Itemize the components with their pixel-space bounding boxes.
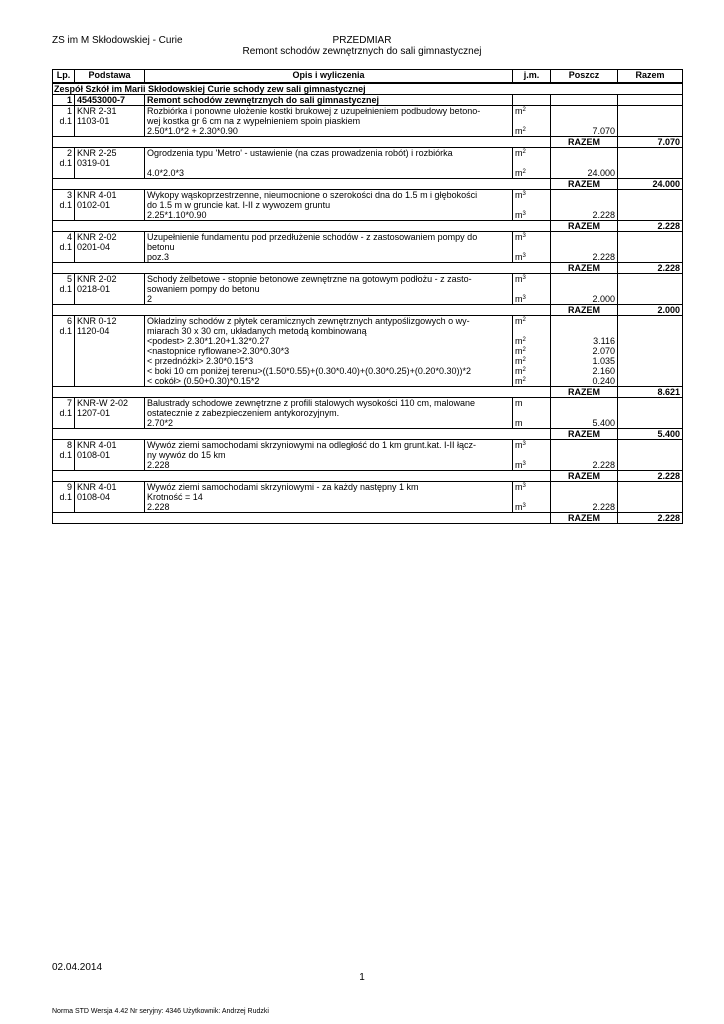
- calc-row: [53, 336, 683, 346]
- item-description-continued: [145, 158, 513, 168]
- item-lp: 7: [53, 398, 75, 409]
- calc-quantity: 2.228: [551, 502, 618, 513]
- sum-row: [53, 387, 683, 398]
- unit-exponent: 2: [522, 367, 526, 373]
- item-code: KNR 4-01: [75, 440, 145, 451]
- unit-exponent: 3: [522, 275, 526, 281]
- item-description: Uzupełnienie fundamentu pod przedłużenie schodów - z zastosowaniem pompy do: [145, 232, 513, 243]
- calc-formula: < boki 10 cm poniżej terenu>((1.50*0.55)+(0.30*0.40)+(0.30*0.25)+(0.20*0.30))*2: [145, 366, 513, 376]
- razem-value: 2.000: [618, 305, 683, 316]
- item-row: [53, 440, 683, 451]
- calc-row: [53, 418, 683, 429]
- razem-label: RAZEM: [551, 387, 618, 398]
- item-row-continued: [53, 200, 683, 210]
- calc-row: [53, 252, 683, 263]
- header-left: ZS im M Skłodowskiej - Curie: [52, 35, 183, 46]
- unit-exponent: 2: [522, 127, 526, 133]
- calc-row: [53, 366, 683, 376]
- razem-label: RAZEM: [551, 263, 618, 274]
- item-lp-ref: d.1: [53, 326, 75, 336]
- item-description-continued: sowaniem pompy do betonu: [145, 284, 513, 294]
- calc-unit: [513, 366, 551, 376]
- sum-row: [53, 137, 683, 148]
- item-description-continued: do 1.5 m w gruncie kat. I-II z wywozem gruntu: [145, 200, 513, 210]
- item-lp-ref: d.1: [53, 116, 75, 126]
- unit-exponent: 3: [522, 295, 526, 301]
- item-lp-ref: d.1: [53, 242, 75, 252]
- item-description: Rozbiórka i ponowne ułożenie kostki brukowej z uzupełnieniem podbudowy betono-: [145, 106, 513, 117]
- unit-exponent: 3: [522, 191, 526, 197]
- calc-unit: [513, 356, 551, 366]
- item-code: KNR-W 2-02: [75, 398, 145, 409]
- sum-row: [53, 305, 683, 316]
- razem-label: RAZEM: [551, 513, 618, 524]
- item-code-number: 0102-01: [75, 200, 145, 210]
- razem-label: RAZEM: [551, 429, 618, 440]
- col-opis-header: Opis i wyliczenia: [145, 70, 513, 84]
- item-description-continued: miarach 30 x 30 cm, układanych metodą kombinowaną: [145, 326, 513, 336]
- item-lp: 6: [53, 316, 75, 327]
- unit-exponent: 2: [522, 169, 526, 175]
- calc-quantity: 5.400: [551, 418, 618, 429]
- calc-quantity: 1.035: [551, 356, 618, 366]
- item-unit: [513, 190, 551, 201]
- item-row-continued: [53, 158, 683, 168]
- table-body: [53, 83, 683, 524]
- sum-row: [53, 179, 683, 190]
- item-code-number: 0201-04: [75, 242, 145, 252]
- item-lp: 8: [53, 440, 75, 451]
- razem-label: RAZEM: [551, 221, 618, 232]
- unit-base: m: [515, 336, 523, 346]
- calc-unit: [513, 210, 551, 221]
- calc-row: [53, 356, 683, 366]
- col-poszcz-header: Poszcz: [551, 70, 618, 84]
- unit-exponent: 3: [522, 441, 526, 447]
- unit-exponent: 3: [522, 253, 526, 259]
- sum-row: [53, 471, 683, 482]
- estimate-table: [52, 69, 683, 524]
- calc-row: [53, 502, 683, 513]
- footer-date: 02.04.2014: [52, 962, 103, 973]
- group-row: [53, 95, 683, 106]
- item-row-continued: [53, 408, 683, 418]
- calc-quantity: 7.070: [551, 126, 618, 137]
- item-description: Balustrady schodowe zewnętrzne z profili stalowych wysokości 110 cm, malowane: [145, 398, 513, 409]
- unit-base: m: [515, 376, 523, 386]
- page-number: 1: [359, 972, 365, 983]
- unit-base: m: [515, 366, 523, 376]
- unit-base: m: [515, 210, 523, 220]
- calc-unit: [513, 336, 551, 346]
- item-row-continued: [53, 242, 683, 252]
- col-razem-header: Razem: [618, 70, 683, 84]
- calc-formula: <podest> 2.30*1.20+1.32*0.27: [145, 336, 513, 346]
- item-description: Wywóz ziemi samochodami skrzyniowymi na odległość do 1 km grunt.kat. I-II łącz-: [145, 440, 513, 451]
- item-unit: [513, 440, 551, 451]
- group-lp: 1: [53, 95, 75, 106]
- item-lp: 9: [53, 482, 75, 493]
- unit-exponent: 2: [522, 149, 526, 155]
- calc-row: [53, 376, 683, 387]
- item-row: [53, 316, 683, 327]
- calc-quantity: 2.228: [551, 460, 618, 471]
- unit-base: m: [515, 126, 523, 136]
- item-unit: [513, 106, 551, 117]
- item-lp-ref: d.1: [53, 492, 75, 502]
- col-lp-header: Lp.: [53, 70, 75, 84]
- item-description: Okładziny schodów z płytek ceramicznych zewnętrznych antypoślizgowych o wy-: [145, 316, 513, 327]
- col-podstawa-header: Podstawa: [75, 70, 145, 84]
- item-code: KNR 4-01: [75, 190, 145, 201]
- calc-quantity: 2.228: [551, 210, 618, 221]
- item-row: [53, 482, 683, 493]
- item-row: [53, 398, 683, 409]
- item-code: KNR 2-25: [75, 148, 145, 159]
- calc-formula: 2.228: [145, 502, 513, 513]
- unit-exponent: 2: [522, 347, 526, 353]
- calc-unit: [513, 168, 551, 179]
- item-unit: [513, 274, 551, 285]
- item-lp: 4: [53, 232, 75, 243]
- unit-base: m: [515, 190, 523, 200]
- unit-base: m: [515, 418, 523, 428]
- item-row-continued: [53, 284, 683, 294]
- razem-value: 5.400: [618, 429, 683, 440]
- unit-exponent: 3: [522, 233, 526, 239]
- document-title: PRZEDMIAR: [332, 35, 392, 46]
- item-lp-ref: d.1: [53, 200, 75, 210]
- item-row: [53, 274, 683, 285]
- calc-unit: [513, 418, 551, 429]
- unit-exponent: 3: [522, 211, 526, 217]
- calc-unit: [513, 460, 551, 471]
- calc-unit: [513, 126, 551, 137]
- item-row-continued: [53, 450, 683, 460]
- section-row: [53, 83, 683, 95]
- calc-unit: [513, 502, 551, 513]
- item-unit: [513, 232, 551, 243]
- item-description: Wykopy wąskoprzestrzenne, nieumocnione o szerokości dna do 1.5 m i głębokości: [145, 190, 513, 201]
- calc-unit: [513, 294, 551, 305]
- item-code-number: 1103-01: [75, 116, 145, 126]
- razem-value: 2.228: [618, 263, 683, 274]
- calc-quantity: 24.000: [551, 168, 618, 179]
- razem-label: RAZEM: [551, 179, 618, 190]
- item-code-number: 1207-01: [75, 408, 145, 418]
- header-title-block: [0, 35, 724, 57]
- sum-row: [53, 263, 683, 274]
- calc-quantity: 2.160: [551, 366, 618, 376]
- item-code-number: 0218-01: [75, 284, 145, 294]
- unit-base: m: [515, 440, 523, 450]
- item-code: KNR 2-31: [75, 106, 145, 117]
- razem-label: RAZEM: [551, 471, 618, 482]
- item-description: Ogrodzenia typu 'Metro' - ustawienie (na czas prowadzenia robót) i rozbiórka: [145, 148, 513, 159]
- razem-label: RAZEM: [551, 137, 618, 148]
- calc-unit: [513, 376, 551, 387]
- item-lp-ref: d.1: [53, 158, 75, 168]
- document-subtitle: Remont schodów zewnętrznych do sali gimnastycznej: [242, 46, 482, 57]
- calc-formula: 2.50*1.0*2 + 2.30*0.90: [145, 126, 513, 137]
- calc-unit: [513, 346, 551, 356]
- calc-quantity: 3.116: [551, 336, 618, 346]
- item-unit: [513, 316, 551, 327]
- item-row: [53, 106, 683, 117]
- calc-quantity: 2.000: [551, 294, 618, 305]
- item-code: KNR 2-02: [75, 274, 145, 285]
- item-description-continued: wej kostka gr 6 cm na z wypełnieniem spoin piaskiem: [145, 116, 513, 126]
- unit-exponent: 3: [522, 503, 526, 509]
- item-description-continued: betonu: [145, 242, 513, 252]
- item-lp-ref: d.1: [53, 408, 75, 418]
- calc-unit: [513, 252, 551, 263]
- unit-base: m: [515, 460, 523, 470]
- calc-formula: 2: [145, 294, 513, 305]
- unit-base: m: [515, 232, 523, 242]
- unit-base: m: [515, 252, 523, 262]
- item-row: [53, 190, 683, 201]
- item-row-continued: [53, 116, 683, 126]
- calc-row: [53, 126, 683, 137]
- item-unit: [513, 398, 551, 409]
- item-description-continued: ny wywóz do 15 km: [145, 450, 513, 460]
- calc-formula: 4.0*2.0*3: [145, 168, 513, 179]
- unit-base: m: [515, 398, 523, 408]
- sum-row: [53, 513, 683, 524]
- calc-row: [53, 168, 683, 179]
- calc-quantity: 0.240: [551, 376, 618, 387]
- calc-row: [53, 346, 683, 356]
- calc-row: [53, 210, 683, 221]
- calc-quantity: 2.228: [551, 252, 618, 263]
- item-row-continued: [53, 492, 683, 502]
- item-lp-ref: d.1: [53, 284, 75, 294]
- unit-base: m: [515, 356, 523, 366]
- unit-exponent: 2: [522, 107, 526, 113]
- unit-exponent: 3: [522, 483, 526, 489]
- razem-value: 7.070: [618, 137, 683, 148]
- item-lp: 3: [53, 190, 75, 201]
- calc-formula: < przednóżki> 2.30*0.15*3: [145, 356, 513, 366]
- item-lp-ref: d.1: [53, 450, 75, 460]
- unit-base: m: [515, 274, 523, 284]
- unit-base: m: [515, 294, 523, 304]
- calc-formula: 2.70*2: [145, 418, 513, 429]
- item-description: Wywóz ziemi samochodami skrzyniowymi - za każdy następny 1 km: [145, 482, 513, 493]
- section-title: Zespół Szkół im Marii Skłodowskiej Curie schody zew sali gimnastycznej: [53, 83, 683, 95]
- group-code: 45453000-7: [75, 95, 145, 106]
- unit-exponent: 2: [522, 357, 526, 363]
- razem-value: 8.621: [618, 387, 683, 398]
- item-lp: 1: [53, 106, 75, 117]
- item-code: KNR 2-02: [75, 232, 145, 243]
- razem-label: RAZEM: [551, 305, 618, 316]
- item-unit: [513, 482, 551, 493]
- calc-formula: <nastopnice ryflowane>2.30*0.30*3: [145, 346, 513, 356]
- calc-row: [53, 294, 683, 305]
- item-row-continued: [53, 326, 683, 336]
- col-jm-header: j.m.: [513, 70, 551, 84]
- group-title: Remont schodów zewnętrznych do sali gimnastycznej: [145, 95, 513, 106]
- razem-value: 2.228: [618, 471, 683, 482]
- table-header-row: [53, 70, 683, 84]
- unit-exponent: 2: [522, 317, 526, 323]
- item-unit: [513, 148, 551, 159]
- unit-base: m: [515, 106, 523, 116]
- calc-row: [53, 460, 683, 471]
- item-row: [53, 148, 683, 159]
- item-lp: 2: [53, 148, 75, 159]
- item-code-number: 0108-04: [75, 492, 145, 502]
- item-description: Schody żelbetowe - stopnie betonowe zewnętrzne na gotowym podłożu - z zasto-: [145, 274, 513, 285]
- unit-base: m: [515, 482, 523, 492]
- unit-base: m: [515, 148, 523, 158]
- sum-row: [53, 429, 683, 440]
- unit-base: m: [515, 346, 523, 356]
- item-lp: 5: [53, 274, 75, 285]
- item-description-continued: ostatecznie z zabezpieczeniem antykorozyjnym.: [145, 408, 513, 418]
- unit-base: m: [515, 502, 523, 512]
- unit-exponent: 2: [522, 337, 526, 343]
- item-code-number: 0319-01: [75, 158, 145, 168]
- calc-quantity: 2.070: [551, 346, 618, 356]
- unit-base: m: [515, 168, 523, 178]
- unit-exponent: 2: [522, 377, 526, 383]
- item-code: KNR 0-12: [75, 316, 145, 327]
- item-description-continued: Krotność = 14: [145, 492, 513, 502]
- unit-base: m: [515, 316, 523, 326]
- razem-value: 24.000: [618, 179, 683, 190]
- calc-formula: 2.25*1.10*0.90: [145, 210, 513, 221]
- calc-formula: 2.228: [145, 460, 513, 471]
- sum-row: [53, 221, 683, 232]
- razem-value: 2.228: [618, 513, 683, 524]
- calc-formula: < cokół> (0.50+0.30)*0.15*2: [145, 376, 513, 387]
- razem-value: 2.228: [618, 221, 683, 232]
- item-code: KNR 4-01: [75, 482, 145, 493]
- item-code-number: 1120-04: [75, 326, 145, 336]
- item-code-number: 0108-01: [75, 450, 145, 460]
- software-info: Norma STD Wersja 4.42 Nr seryjny: 4346 Użytkownik: Andrzej Rudzki: [52, 1008, 269, 1015]
- item-row: [53, 232, 683, 243]
- calc-formula: poz.3: [145, 252, 513, 263]
- unit-exponent: 3: [522, 461, 526, 467]
